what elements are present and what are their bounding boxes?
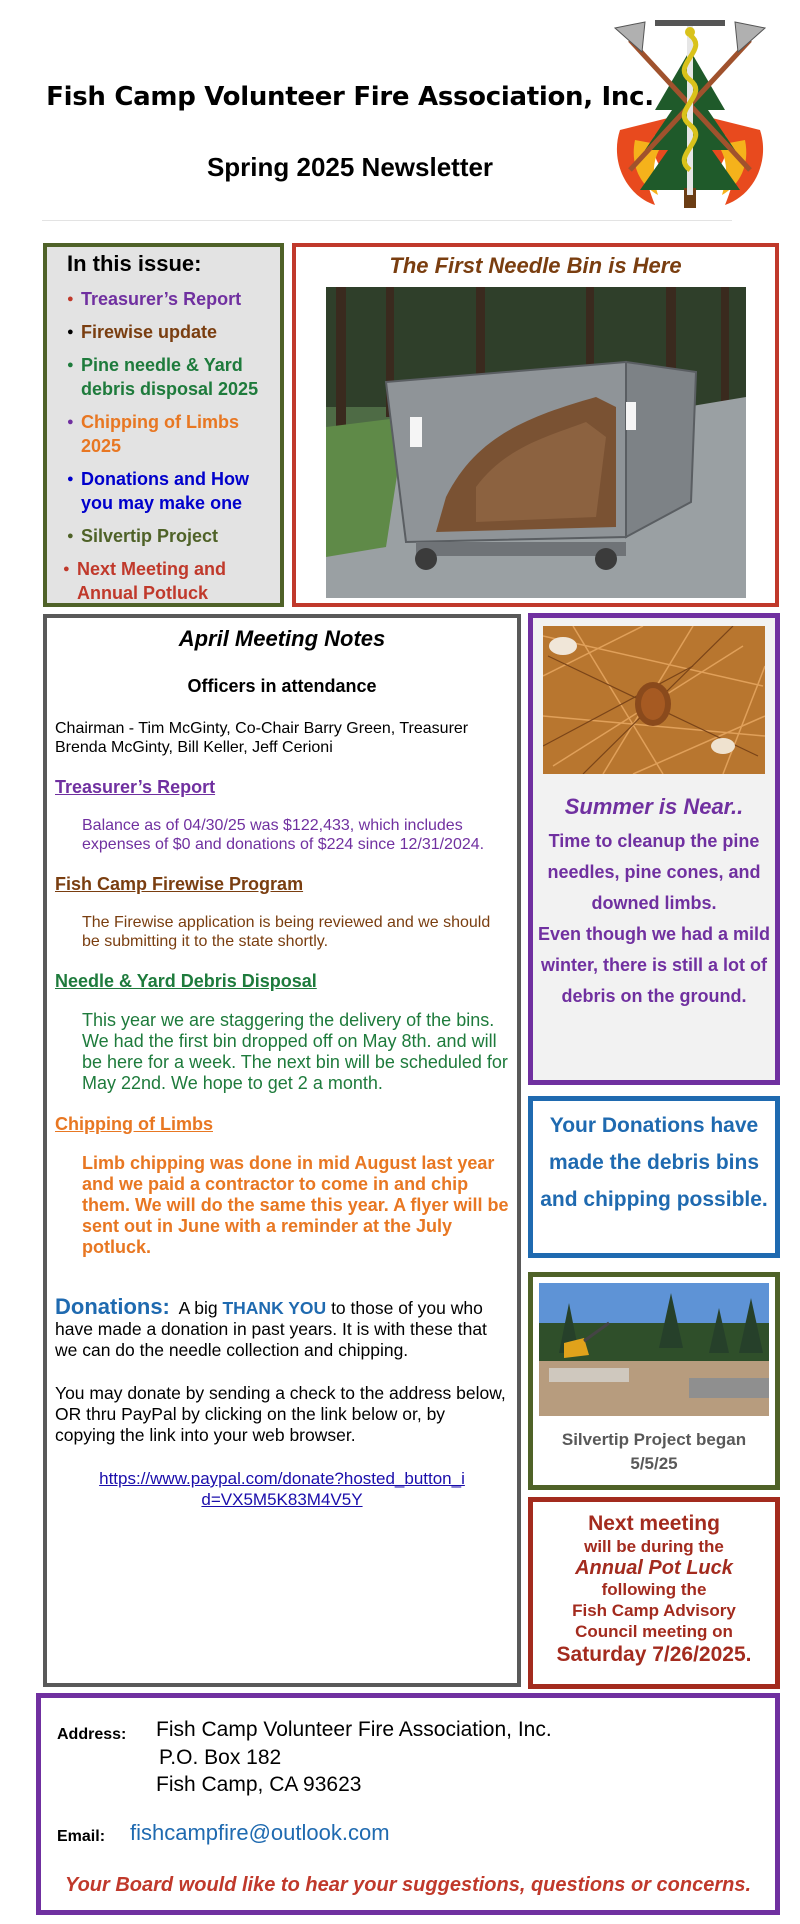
summer-title: Summer is Near.. (564, 794, 744, 819)
toc-item (67, 353, 272, 401)
association-title: Fish Camp Volunteer Fire Association, Inc. (46, 82, 654, 112)
bullet-icon: ● (67, 473, 74, 485)
email-label: Email: (57, 1828, 106, 1845)
address-line: P.O. Box 182 (159, 1746, 282, 1769)
toc-item-label: Pine needle & Yard debris disposal 2025 (81, 355, 259, 399)
address-line: Fish Camp, CA 93623 (156, 1773, 362, 1796)
fire-association-logo (600, 10, 780, 215)
meeting-notes-section (43, 614, 521, 1687)
needle-bin-title: The First Needle Bin is Here (389, 253, 682, 278)
meeting-notes-title: April Meeting Notes (178, 626, 386, 651)
next-meeting-line: will be during the (584, 1537, 724, 1556)
address-line: Fish Camp Volunteer Fire Association, Inc. (156, 1718, 552, 1741)
newsletter-title: Spring 2025 Newsletter (206, 152, 494, 182)
debris-heading: Needle & Yard Debris Disposal (55, 971, 317, 991)
next-meeting-section (528, 1497, 780, 1689)
next-meeting-date: Saturday 7/26/2025. (556, 1643, 752, 1666)
contact-footer (36, 1693, 780, 1915)
silvertip-caption: Silvertip Project began 5/5/25 (561, 1430, 747, 1473)
toc-item (67, 287, 272, 311)
annual-potluck-text: Annual Pot Luck (575, 1557, 733, 1579)
officers-text: Chairman - Tim McGinty, Co-Chair Barry Green, Treasurer Brenda McGinty, Bill Keller, Jeff Cerioni (55, 720, 469, 756)
debris-text: This year we are staggering the delivery of the bins. We had the first bin dropped off on May 8th. and will be here for a week. The next bin will be scheduled for May 22nd. We hope to get 2 a month. (82, 1010, 508, 1093)
officers-heading: Officers in attendance (187, 676, 377, 696)
toc-item-label: Donations and How you may make one (81, 469, 249, 513)
table-of-contents (43, 243, 284, 607)
paypal-donate-link[interactable]: https://www.paypal.com/donate?hosted_button_id=VX5M5K83M4V5Y (99, 1469, 465, 1509)
toc-item (67, 467, 272, 515)
summer-body-line2: Even though we had a mild winter, there is still a lot of debris on the ground. (537, 924, 771, 1006)
bullet-icon: ● (67, 416, 74, 428)
summer-body-line1: Time to cleanup the pine needles, pine cones, and downed limbs. (547, 831, 761, 913)
firewise-text: The Firewise application is being reviewed and we should be submitting it to the state shortly. (82, 914, 491, 950)
summer-section (528, 613, 780, 1085)
toc-item-label: Firewise update (81, 322, 218, 342)
toc-item (67, 320, 272, 344)
donations-label: Donations: (55, 1294, 170, 1319)
toc-item-label: Treasurer’s Report (81, 289, 242, 309)
next-meeting-line: Council meeting on (575, 1622, 733, 1641)
needle-bin-photo (326, 287, 746, 598)
donate-instructions: You may donate by sending a check to the address below, OR thru PayPal by clicking on the link below or, by copying the link into your web browser. (55, 1383, 506, 1445)
bullet-icon: ● (63, 563, 70, 575)
toc-item-label: Chipping of Limbs 2025 (81, 412, 239, 456)
chipping-heading: Chipping of Limbs (55, 1114, 213, 1134)
bullet-icon: ● (67, 530, 74, 542)
toc-item (67, 410, 272, 458)
summer-body (537, 826, 771, 1012)
toc-item (67, 524, 272, 548)
toc-item-label: Next Meeting and Annual Potluck (77, 559, 227, 603)
bullet-icon: ● (67, 326, 74, 338)
silvertip-photo (539, 1283, 769, 1416)
board-closing-message: Your Board would like to hear your suggestions, questions or concerns. (64, 1874, 752, 1896)
firewise-heading: Fish Camp Firewise Program (55, 874, 304, 894)
donations-post: to those of you who have made a donation in past years. It is with these that we can do the needle collection and chipping. (55, 1298, 487, 1360)
donations-paragraph (55, 1296, 509, 1361)
email-address[interactable]: fishcampfire@outlook.com (130, 1820, 390, 1845)
donations-pre: A big (178, 1298, 218, 1318)
bullet-icon: ● (67, 293, 74, 305)
address-label: Address: (57, 1726, 127, 1743)
chipping-text: Limb chipping was done in mid August last year and we paid a contractor to come in and chip them. We will do the same this year. A flyer will be sent out in June with a reminder at the July potluck. (82, 1153, 509, 1257)
silvertip-section (528, 1272, 780, 1490)
treasurer-text: Balance as of 04/30/25 was $122,433, which includes expenses of $0 and donations of $224 since 12/31/2024. (82, 817, 485, 853)
next-meeting-line: following the (601, 1580, 707, 1599)
header-divider (42, 220, 732, 221)
next-meeting-heading: Next meeting (588, 1512, 720, 1535)
treasurer-heading: Treasurer’s Report (55, 777, 216, 797)
thank-you-text: THANK YOU (222, 1298, 327, 1318)
toc-title: In this issue: (67, 251, 202, 276)
pine-needles-photo (543, 626, 765, 774)
bullet-icon: ● (67, 359, 74, 371)
toc-item-label: Silvertip Project (81, 526, 219, 546)
next-meeting-line: Fish Camp Advisory (572, 1601, 736, 1620)
needle-bin-section (292, 243, 779, 607)
donations-callout: Your Donations have made the debris bins and chipping possible. (528, 1096, 780, 1258)
toc-item (63, 557, 272, 605)
